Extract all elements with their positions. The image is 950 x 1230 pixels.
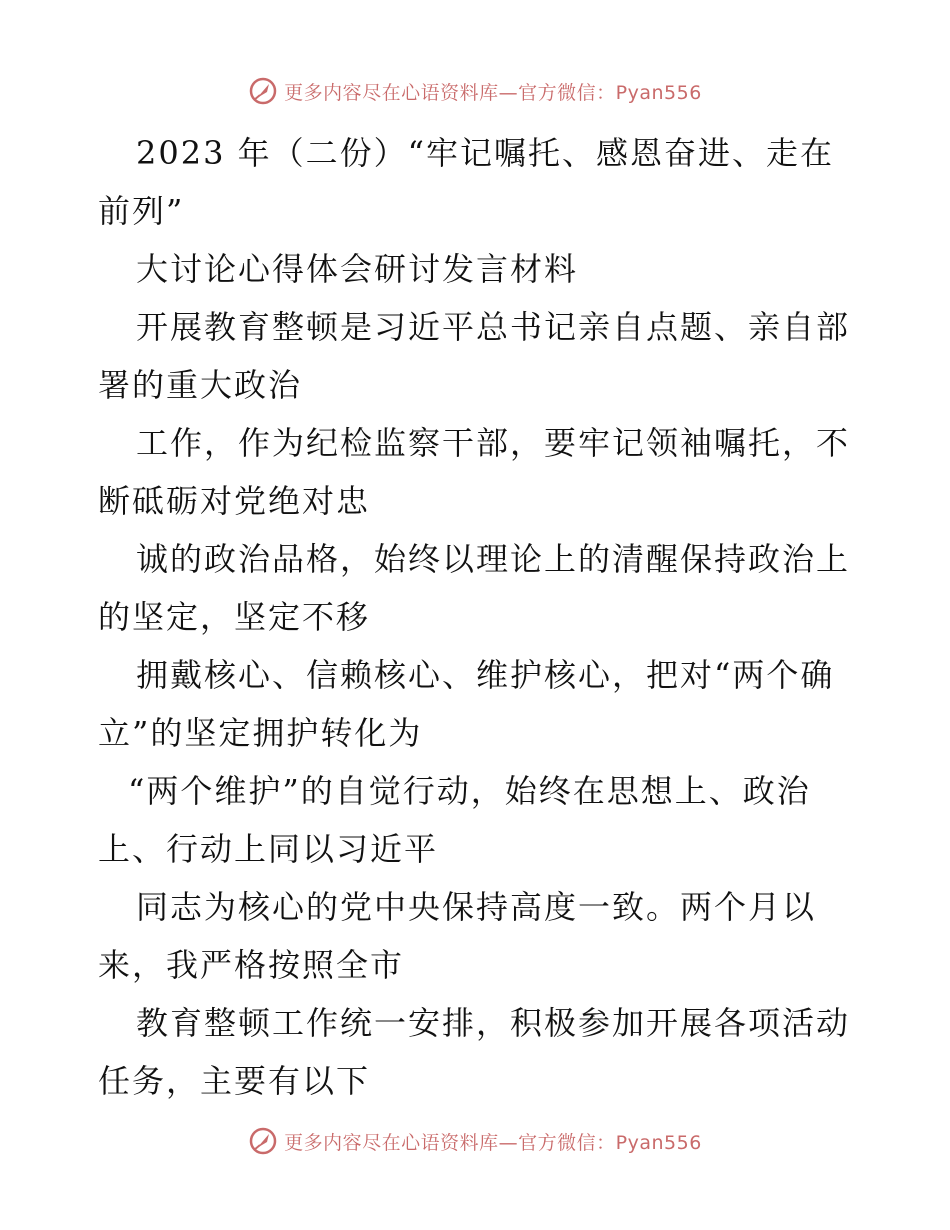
quill-circle-icon	[248, 76, 278, 106]
text-line: 开展教育整顿是习近平总书记亲自点题、亲自部	[136, 308, 851, 346]
watermark-text: 更多内容尽在心语资料库—官方微信：Pyan556	[284, 1131, 702, 1154]
text-line: 大讨论心得体会研讨发言材料	[136, 250, 579, 288]
text-line: 署的重大政治	[98, 366, 303, 404]
text-line: “两个维护”的自觉行动，始终在思想上、政治	[128, 772, 811, 810]
text-line: 同志为核心的党中央保持高度一致。两个月以	[136, 888, 817, 926]
watermark-text: 更多内容尽在心语资料库—官方微信：Pyan556	[284, 81, 702, 104]
document-body	[98, 124, 858, 1110]
text-line: 断砥砺对党绝对忠	[98, 482, 371, 520]
text-line: 教育整顿工作统一安排，积极参加开展各项活动	[136, 1004, 851, 1042]
text-line: 来，我严格按照全市	[98, 946, 405, 984]
text-line: 拥戴核心、信赖核心、维护核心，把对“两个确	[136, 656, 835, 694]
footer-watermark	[0, 1121, 950, 1161]
header-watermark	[0, 71, 950, 111]
text-line: 立”的坚定拥护转化为	[98, 714, 423, 752]
text-line: 上、行动上同以习近平	[98, 830, 439, 868]
text-line: 诚的政治品格，始终以理论上的清醒保持政治上	[136, 540, 851, 578]
text-line: 工作，作为纪检监察干部，要牢记领袖嘱托，不	[136, 424, 851, 462]
text-line: 的坚定，坚定不移	[98, 598, 371, 636]
text-line: 2023 年（二份）“牢记嘱托、感恩奋进、走在	[136, 134, 834, 172]
text-line: 任务，主要有以下	[98, 1062, 371, 1100]
text-line: 前列”	[98, 192, 185, 230]
quill-circle-icon	[248, 1126, 278, 1156]
